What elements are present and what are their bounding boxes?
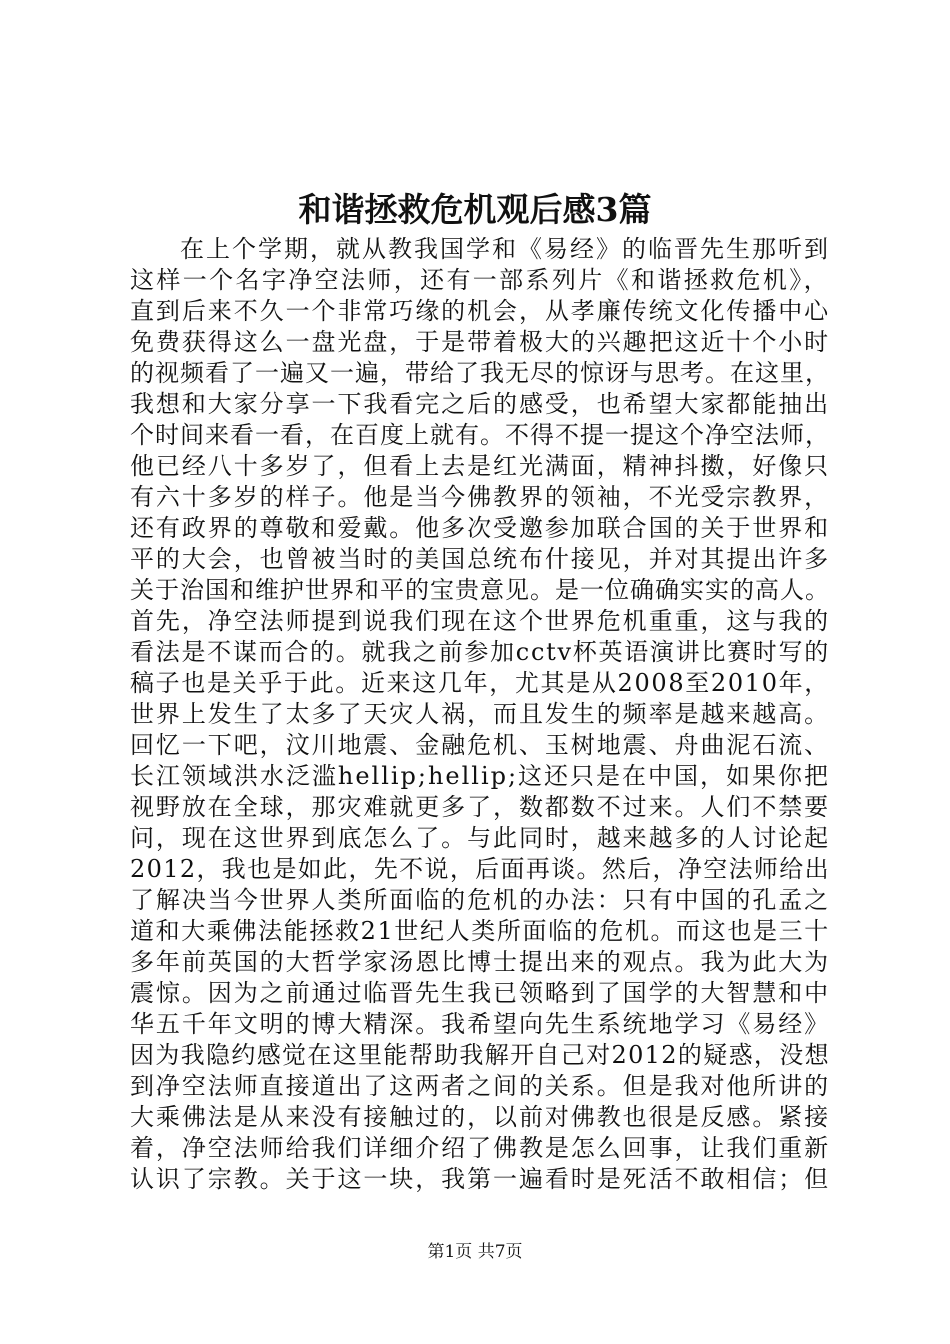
- body-line: 到净空法师直接道出了这两者之间的关系。但是我对他所讲的: [130, 1072, 830, 1100]
- body-line: 关于治国和维护世界和平的宝贵意见。是一位确确实实的高人。: [130, 576, 830, 604]
- body-line: 看法是不谋而合的。就我之前参加cctv杯英语演讲比赛时写的: [130, 638, 830, 666]
- body-line: 这样一个名字净空法师，还有一部系列片《和谐拯救危机》，: [130, 266, 830, 294]
- body-line: 问，现在这世界到底怎么了。与此同时，越来越多的人讨论起: [130, 824, 830, 852]
- document-title: 和谐拯救危机观后感3篇: [298, 190, 652, 229]
- body-line: 着，净空法师给我们详细介绍了佛教是怎么回事，让我们重新: [130, 1134, 830, 1162]
- body-line: 免费获得这么一盘光盘，于是带着极大的兴趣把这近十个小时: [130, 328, 830, 356]
- body-line: 道和大乘佛法能拯救21世纪人类所面临的危机。而这也是三十: [130, 917, 830, 945]
- body-line: 世界上发生了太多了天灾人祸，而且发生的频率是越来越高。: [130, 700, 830, 728]
- body-line: 稿子也是关乎于此。近来这几年，尤其是从2008至2010年，: [130, 669, 830, 697]
- body-line: 回忆一下吧，汶川地震、金融危机、玉树地震、舟曲泥石流、: [130, 731, 830, 759]
- body-line: 震惊。因为之前通过临晋先生我已领略到了国学的大智慧和中: [130, 979, 830, 1007]
- body-line: 大乘佛法是从来没有接触过的，以前对佛教也很是反感。紧接: [130, 1103, 830, 1131]
- body-line: 有六十多岁的样子。他是当今佛教界的领袖，不光受宗教界，: [130, 483, 830, 511]
- body-line: 我想和大家分享一下我看完之后的感受，也希望大家都能抽出: [130, 390, 830, 418]
- body-line: 了解决当今世界人类所面临的危机的办法：只有中国的孔孟之: [130, 886, 830, 914]
- body-line: 在上个学期，就从教我国学和《易经》的临晋先生那听到: [180, 235, 830, 263]
- body-line: 直到后来不久一个非常巧缘的机会，从孝廉传统文化传播中心: [130, 297, 830, 325]
- body-line: 平的大会，也曾被当时的美国总统布什接见，并对其提出许多: [130, 545, 830, 573]
- body-line: 个时间来看一看，在百度上就有。不得不提一提这个净空法师，: [130, 421, 830, 449]
- document-body: [130, 234, 830, 1195]
- body-line: 长江领域洪水泛滥hellip;hellip;这还只是在中国，如果你把: [130, 762, 830, 790]
- body-line: 2012，我也是如此，先不说，后面再谈。然后，净空法师给出: [130, 855, 830, 883]
- page-footer: 第1页 共7页: [427, 1242, 523, 1262]
- body-line: 多年前英国的大哲学家汤恩比博士提出来的观点。我为此大为: [130, 948, 830, 976]
- body-line: 华五千年文明的博大精深。我希望向先生系统地学习《易经》: [130, 1010, 830, 1038]
- body-line: 他已经八十多岁了，但看上去是红光满面，精神抖擞，好像只: [130, 452, 830, 480]
- body-line: 因为我隐约感觉在这里能帮助我解开自己对2012的疑惑，没想: [130, 1041, 830, 1069]
- body-line: 视野放在全球，那灾难就更多了，数都数不过来。人们不禁要: [130, 793, 830, 821]
- body-line: 首先，净空法师提到说我们现在这个世界危机重重，这与我的: [130, 607, 830, 635]
- body-line: 还有政界的尊敬和爱戴。他多次受邀参加联合国的关于世界和: [130, 514, 830, 542]
- body-line: 的视频看了一遍又一遍，带给了我无尽的惊讶与思考。在这里，: [130, 359, 830, 387]
- body-line: 认识了宗教。关于这一块，我第一遍看时是死活不敢相信；但: [130, 1165, 830, 1193]
